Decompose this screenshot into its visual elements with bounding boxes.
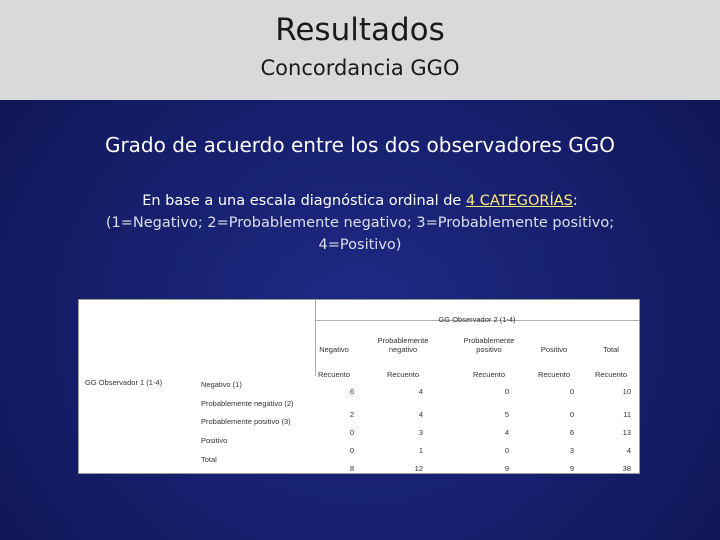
column-header-line1: Probablemente xyxy=(377,336,429,345)
table-cell: 8 xyxy=(349,464,354,473)
table-cell: 3 xyxy=(569,446,574,455)
table-cell: 9 xyxy=(569,464,574,473)
table-cell: 11 xyxy=(623,410,631,419)
column-group-header: GG Observador 2 (1-4) xyxy=(438,315,516,324)
table-cell: 0 xyxy=(569,410,574,419)
row-label: Probablemente negativo (2) xyxy=(201,399,294,408)
table-cell: 13 xyxy=(622,428,631,437)
table-cell: 0 xyxy=(504,387,509,396)
table-cell: 5 xyxy=(504,410,509,419)
table-cell: 0 xyxy=(349,428,354,437)
description-line-2: (1=Negativo; 2=Probablemente negativo; 3=Probablemente positivo; xyxy=(105,215,615,231)
row-label: Negativo (1) xyxy=(201,380,242,389)
table-cell: 0 xyxy=(569,387,574,396)
row-label: Positivo xyxy=(201,436,228,445)
column-subheader: Recuento xyxy=(594,370,628,379)
table-cell: 1 xyxy=(418,446,423,455)
header-subtitle: Concordancia GGO xyxy=(260,56,460,80)
description-line-3: 4=Positivo) xyxy=(318,237,402,253)
description-prefix: En base a una escala diagnóstica ordinal de xyxy=(142,193,466,209)
description-colon: : xyxy=(572,193,578,209)
column-header: Negativo xyxy=(319,345,349,354)
table-cell: 9 xyxy=(504,464,509,473)
table-cell: 4 xyxy=(626,446,631,455)
header-title: Resultados xyxy=(275,12,445,48)
table-cell: 4 xyxy=(418,387,423,396)
table-cell: 6 xyxy=(569,428,574,437)
column-header: Positivo xyxy=(540,345,568,354)
table-divider-vertical xyxy=(315,300,316,376)
table-cell: 38 xyxy=(622,464,631,473)
row-group-header: GG Observador 1 (1-4) xyxy=(85,378,163,387)
categories-highlight: 4 CATEGORÍAS xyxy=(465,193,573,209)
table-cell: 4 xyxy=(418,410,423,419)
table-cell: 10 xyxy=(622,387,631,396)
column-header: Total xyxy=(603,345,619,354)
column-subheader: Recuento xyxy=(472,370,506,379)
column-subheader: Recuento xyxy=(386,370,420,379)
column-header-line1: Probablemente xyxy=(463,336,515,345)
table-cell: 2 xyxy=(349,410,354,419)
slide-header xyxy=(0,0,720,100)
scale-description xyxy=(100,190,620,256)
column-header: negativo xyxy=(388,345,418,354)
slide-title: Grado de acuerdo entre los dos observadores GGO xyxy=(104,133,616,157)
column-subheader: Recuento xyxy=(537,370,571,379)
column-subheader: Recuento xyxy=(317,370,351,379)
column-header: positivo xyxy=(476,345,502,354)
table-cell: 0 xyxy=(349,446,354,455)
table-cell: 3 xyxy=(418,428,423,437)
row-label: Probablemente positivo (3) xyxy=(201,417,291,426)
table-cell: 0 xyxy=(504,446,509,455)
row-label: Total xyxy=(201,455,217,464)
table-cell: 6 xyxy=(349,387,354,396)
table-cell: 4 xyxy=(504,428,509,437)
crosstab-table xyxy=(78,299,640,474)
table-cell: 12 xyxy=(414,464,423,473)
description-line-1 xyxy=(100,190,620,212)
